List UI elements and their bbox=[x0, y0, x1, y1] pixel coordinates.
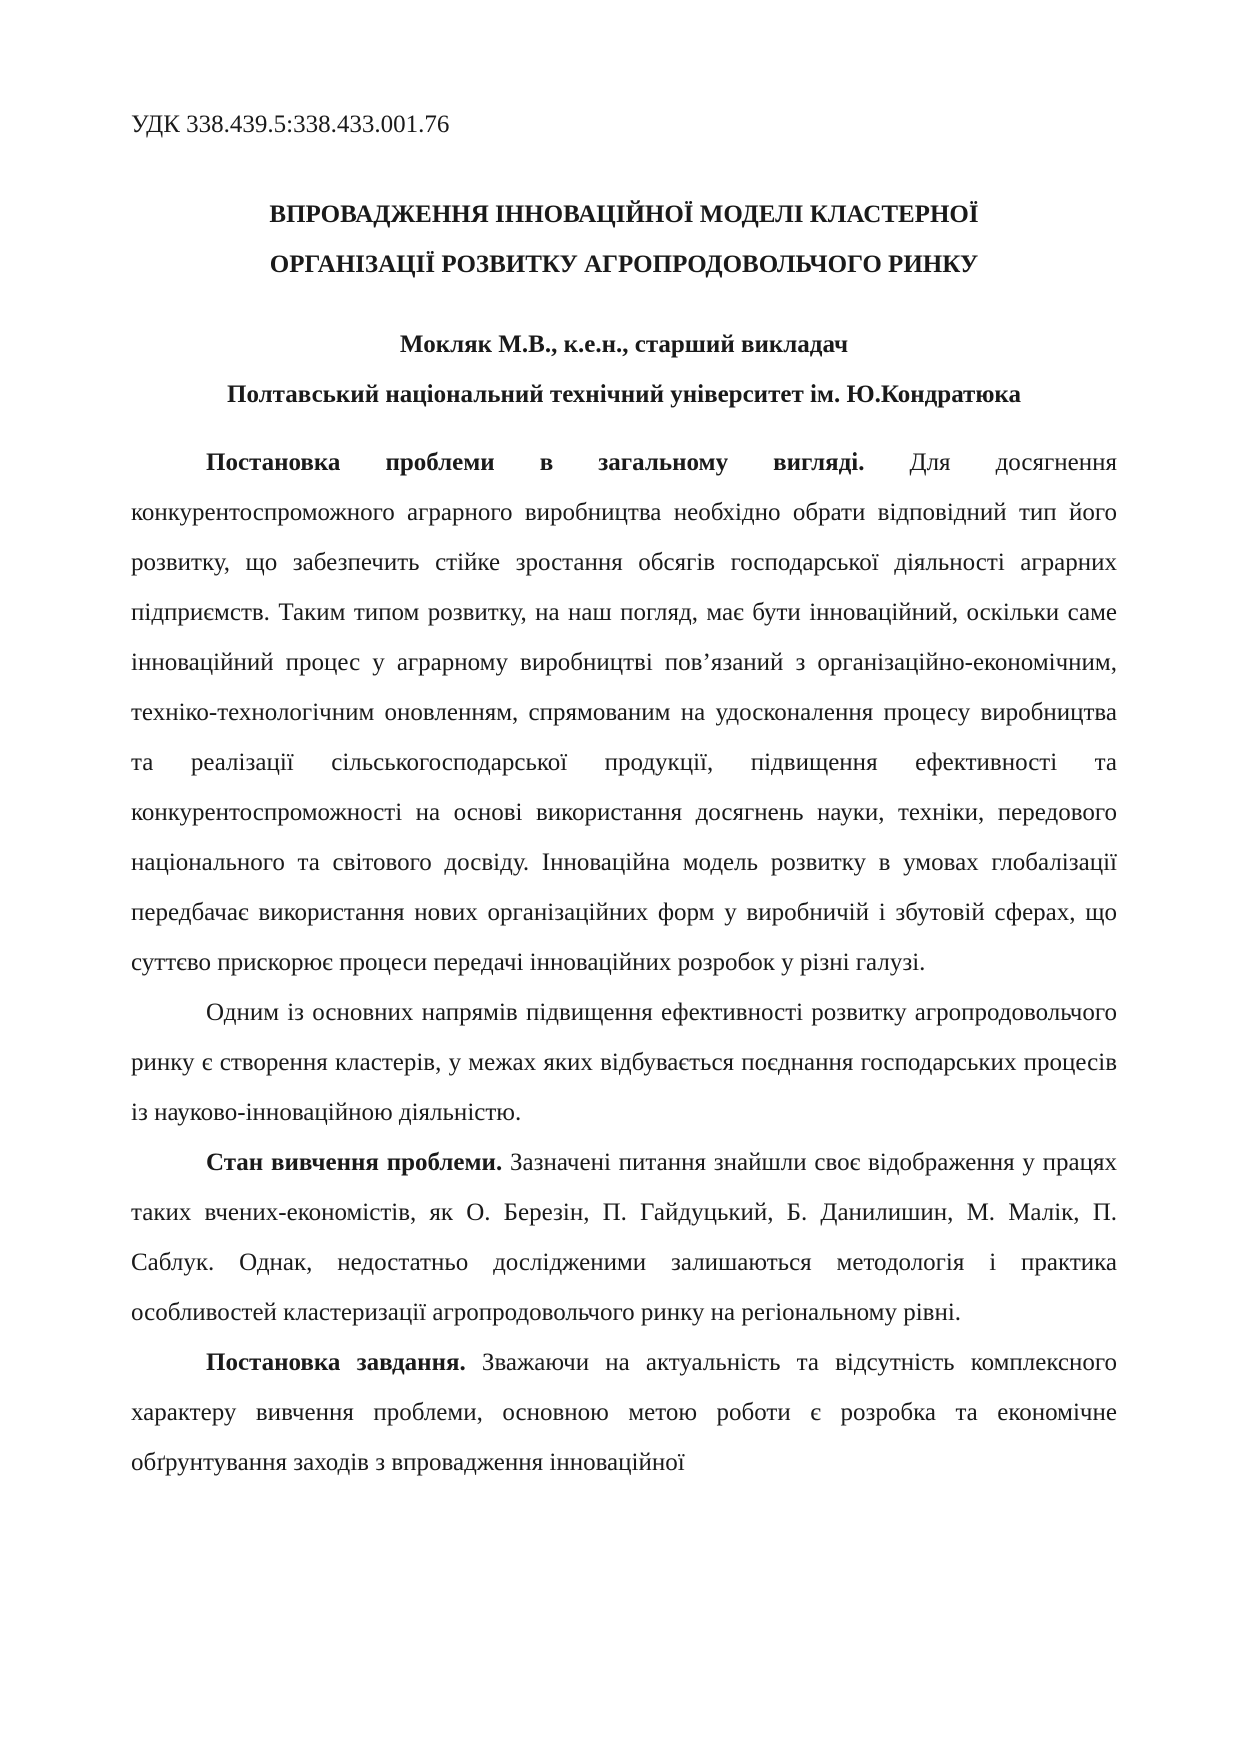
article-title bbox=[131, 190, 1117, 290]
article-body bbox=[131, 438, 1117, 1488]
paragraph-text: Зважаючи на актуальність та відсутність комплексного характеру вивчення проблеми, основною метою роботи є розробка та економічне обґрунтування заходів з впровадження інноваційної bbox=[131, 1349, 1118, 1476]
paragraph-state-of-research bbox=[131, 1138, 1117, 1338]
paragraph-task-statement bbox=[131, 1338, 1117, 1488]
article-title-line-2: ОРГАНІЗАЦІЇ РОЗВИТКУ АГРОПРОДОВОЛЬЧОГО РИНКУ bbox=[269, 251, 979, 278]
article-title-line-1: ВПРОВАДЖЕННЯ ІННОВАЦІЙНОЇ МОДЕЛІ КЛАСТЕРНОЇ bbox=[269, 201, 979, 228]
paragraph-heading: Постановка проблеми в загальному вигляді. bbox=[206, 449, 865, 476]
paragraph-clusters bbox=[131, 988, 1117, 1138]
author-block bbox=[131, 320, 1117, 420]
author-affiliation: Полтавський національний технічний університет ім. Ю.Кондратюка bbox=[227, 381, 1021, 408]
paragraph-text: Одним із основних напрямів підвищення ефективності розвитку агропродовольчого ринку є створення кластерів, у межах яких відбувається поєднання господарських процесів із науково-інноваційною діяльністю. bbox=[131, 999, 1117, 1126]
paragraph-heading: Стан вивчення проблеми. bbox=[206, 1149, 503, 1176]
udc-code: УДК 338.439.5:338.433.001.76 bbox=[131, 111, 450, 138]
author-name: Мокляк М.В., к.е.н., старший викладач bbox=[399, 331, 849, 358]
paragraph-heading: Постановка завдання. bbox=[206, 1349, 466, 1376]
document-page bbox=[131, 108, 1117, 1488]
paragraph-text: Зазначені питання знайшли своє відображення у працях таких вчених-економістів, як О. Березін, П. Гайдуцький, Б. Данилишин, М. Малік, П. Саблук. Однак, недостатньо дослідженими залишаються методологія і практика особливостей кластеризації агропродовольчого ринку на регіональному рівні. bbox=[131, 1149, 1117, 1326]
paragraph-problem-statement bbox=[131, 438, 1117, 988]
paragraph-text: Для досягнення конкурентоспроможного аграрного виробництва необхідно обрати відповідний тип його розвитку, що забезпечить стійке зростання обсягів господарської діяльності аграрних підприємств. Таким типом розвитку, на наш погляд, має бути інноваційний, оскільки саме інноваційний процес у аграрному виробництві пов’язаний з організаційно-економічним, техніко-технологічним оновленням, спрямованим на удосконалення процесу виробництва та реалізації сільськогосподарської продукції, підвищення ефективності та конкурентоспроможності на основі використання досягнень науки, техніки, передового національного та світового досвіду. Інноваційна модель розвитку в умовах глобалізації передбачає використання нових організаційних форм у виробничій і збутовій сферах, що суттєво прискорює процеси передачі інноваційних розробок у різні галузі. bbox=[131, 449, 1118, 976]
